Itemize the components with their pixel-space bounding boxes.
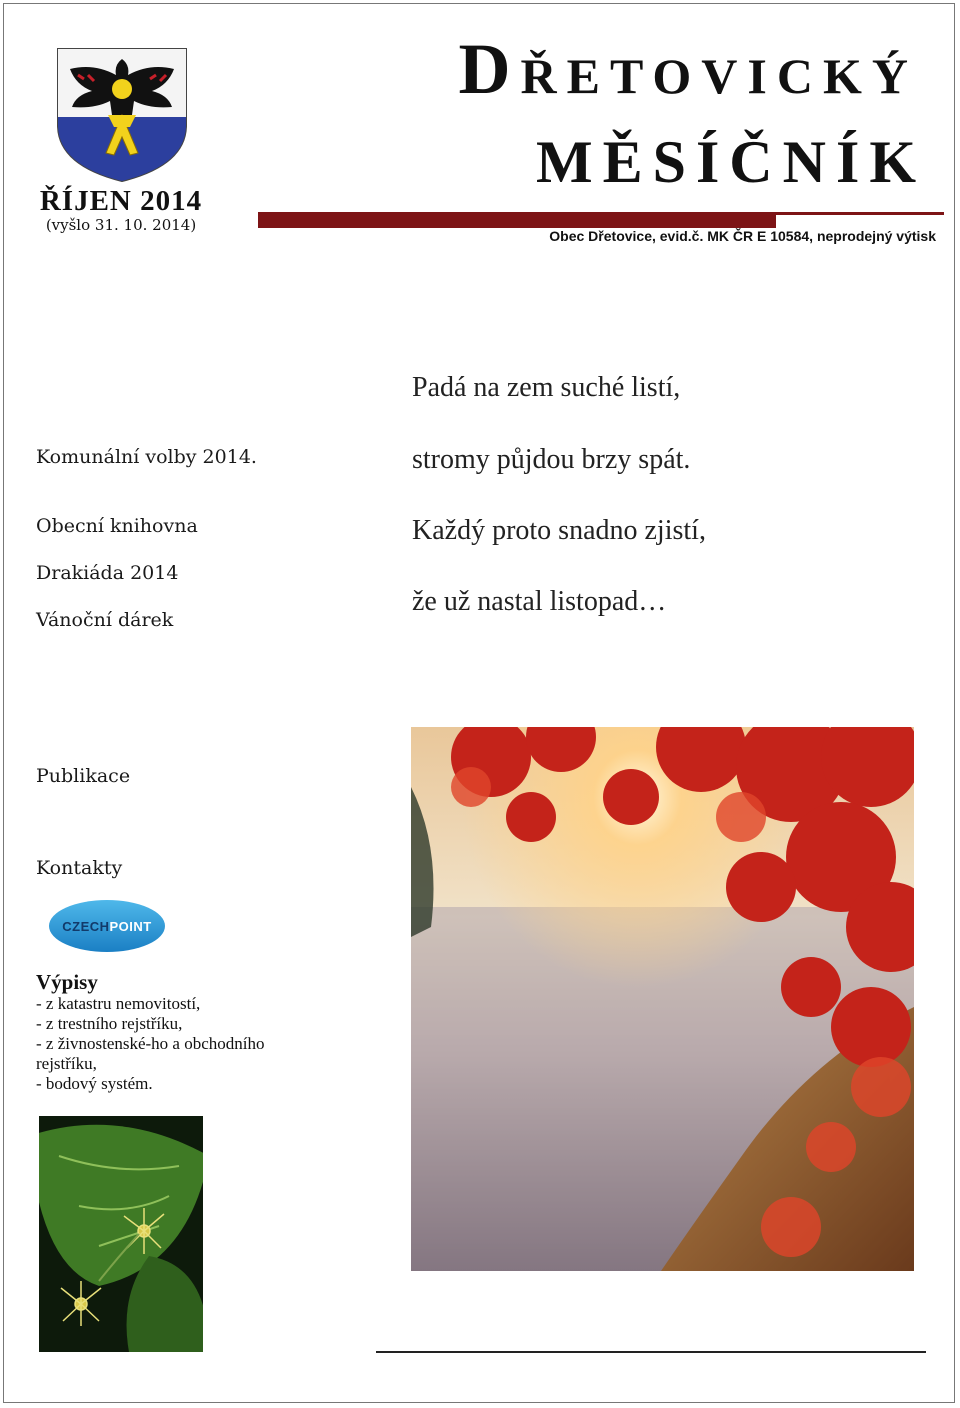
header-rule bbox=[258, 212, 776, 228]
toc-item-volby[interactable]: Komunální volby 2014. bbox=[36, 446, 257, 468]
footer-rule bbox=[376, 1351, 926, 1353]
toc-item-publikace[interactable]: Publikace bbox=[36, 765, 131, 787]
extracts-block bbox=[36, 970, 336, 1094]
svg-text:CZECHPOINT bbox=[62, 919, 152, 934]
issue-date: (vyšlo 31. 10. 2014) bbox=[45, 216, 197, 234]
header-rule-thin bbox=[776, 212, 944, 215]
poem-line-4: že už nastal listopad… bbox=[412, 586, 667, 617]
toc-item-kontakty[interactable]: Kontakty bbox=[36, 857, 123, 879]
title-initial: D bbox=[458, 29, 521, 109]
title-line1: ŘETOVICKÝ bbox=[520, 48, 918, 104]
extracts-item: - z živnostenské-ho a obchodního bbox=[36, 1034, 265, 1053]
toc-item-darek[interactable]: Vánoční dárek bbox=[36, 609, 174, 631]
linden-blossom-photo bbox=[39, 1116, 203, 1352]
extracts-title: Výpisy bbox=[36, 970, 98, 994]
czechpoint-text-1: CZECH bbox=[62, 919, 110, 934]
extracts-item: - bodový systém. bbox=[36, 1074, 153, 1093]
extracts-item: - z trestního rejstříku, bbox=[36, 1014, 183, 1033]
issue-block bbox=[30, 184, 212, 234]
title-line2: MĚSÍČNÍK bbox=[535, 129, 926, 195]
toc-item-knihovna[interactable]: Obecní knihovna bbox=[36, 515, 198, 537]
poem-line-1: Padá na zem suché listí, bbox=[412, 372, 681, 403]
poem-line-2: stromy půjdou brzy spát. bbox=[412, 444, 691, 475]
czechpoint-text-2: POINT bbox=[109, 919, 152, 934]
extracts-item: rejstříku, bbox=[36, 1054, 97, 1073]
coat-of-arms-icon bbox=[54, 45, 190, 185]
toc-item-drakiada[interactable]: Drakiáda 2014 bbox=[36, 562, 179, 584]
extracts-item: - z katastru nemovitostí, bbox=[36, 994, 201, 1013]
poem-line-3: Každý proto snadno zjistí, bbox=[412, 515, 706, 546]
masthead-title bbox=[458, 28, 926, 207]
imprint: Obec Dřetovice, evid.č. MK ČR E 10584, neprodejný výtisk bbox=[549, 228, 936, 244]
czechpoint-logo-icon bbox=[47, 898, 167, 954]
issue-month: ŘÍJEN 2014 bbox=[39, 185, 203, 217]
autumn-lake-photo bbox=[411, 727, 914, 1271]
